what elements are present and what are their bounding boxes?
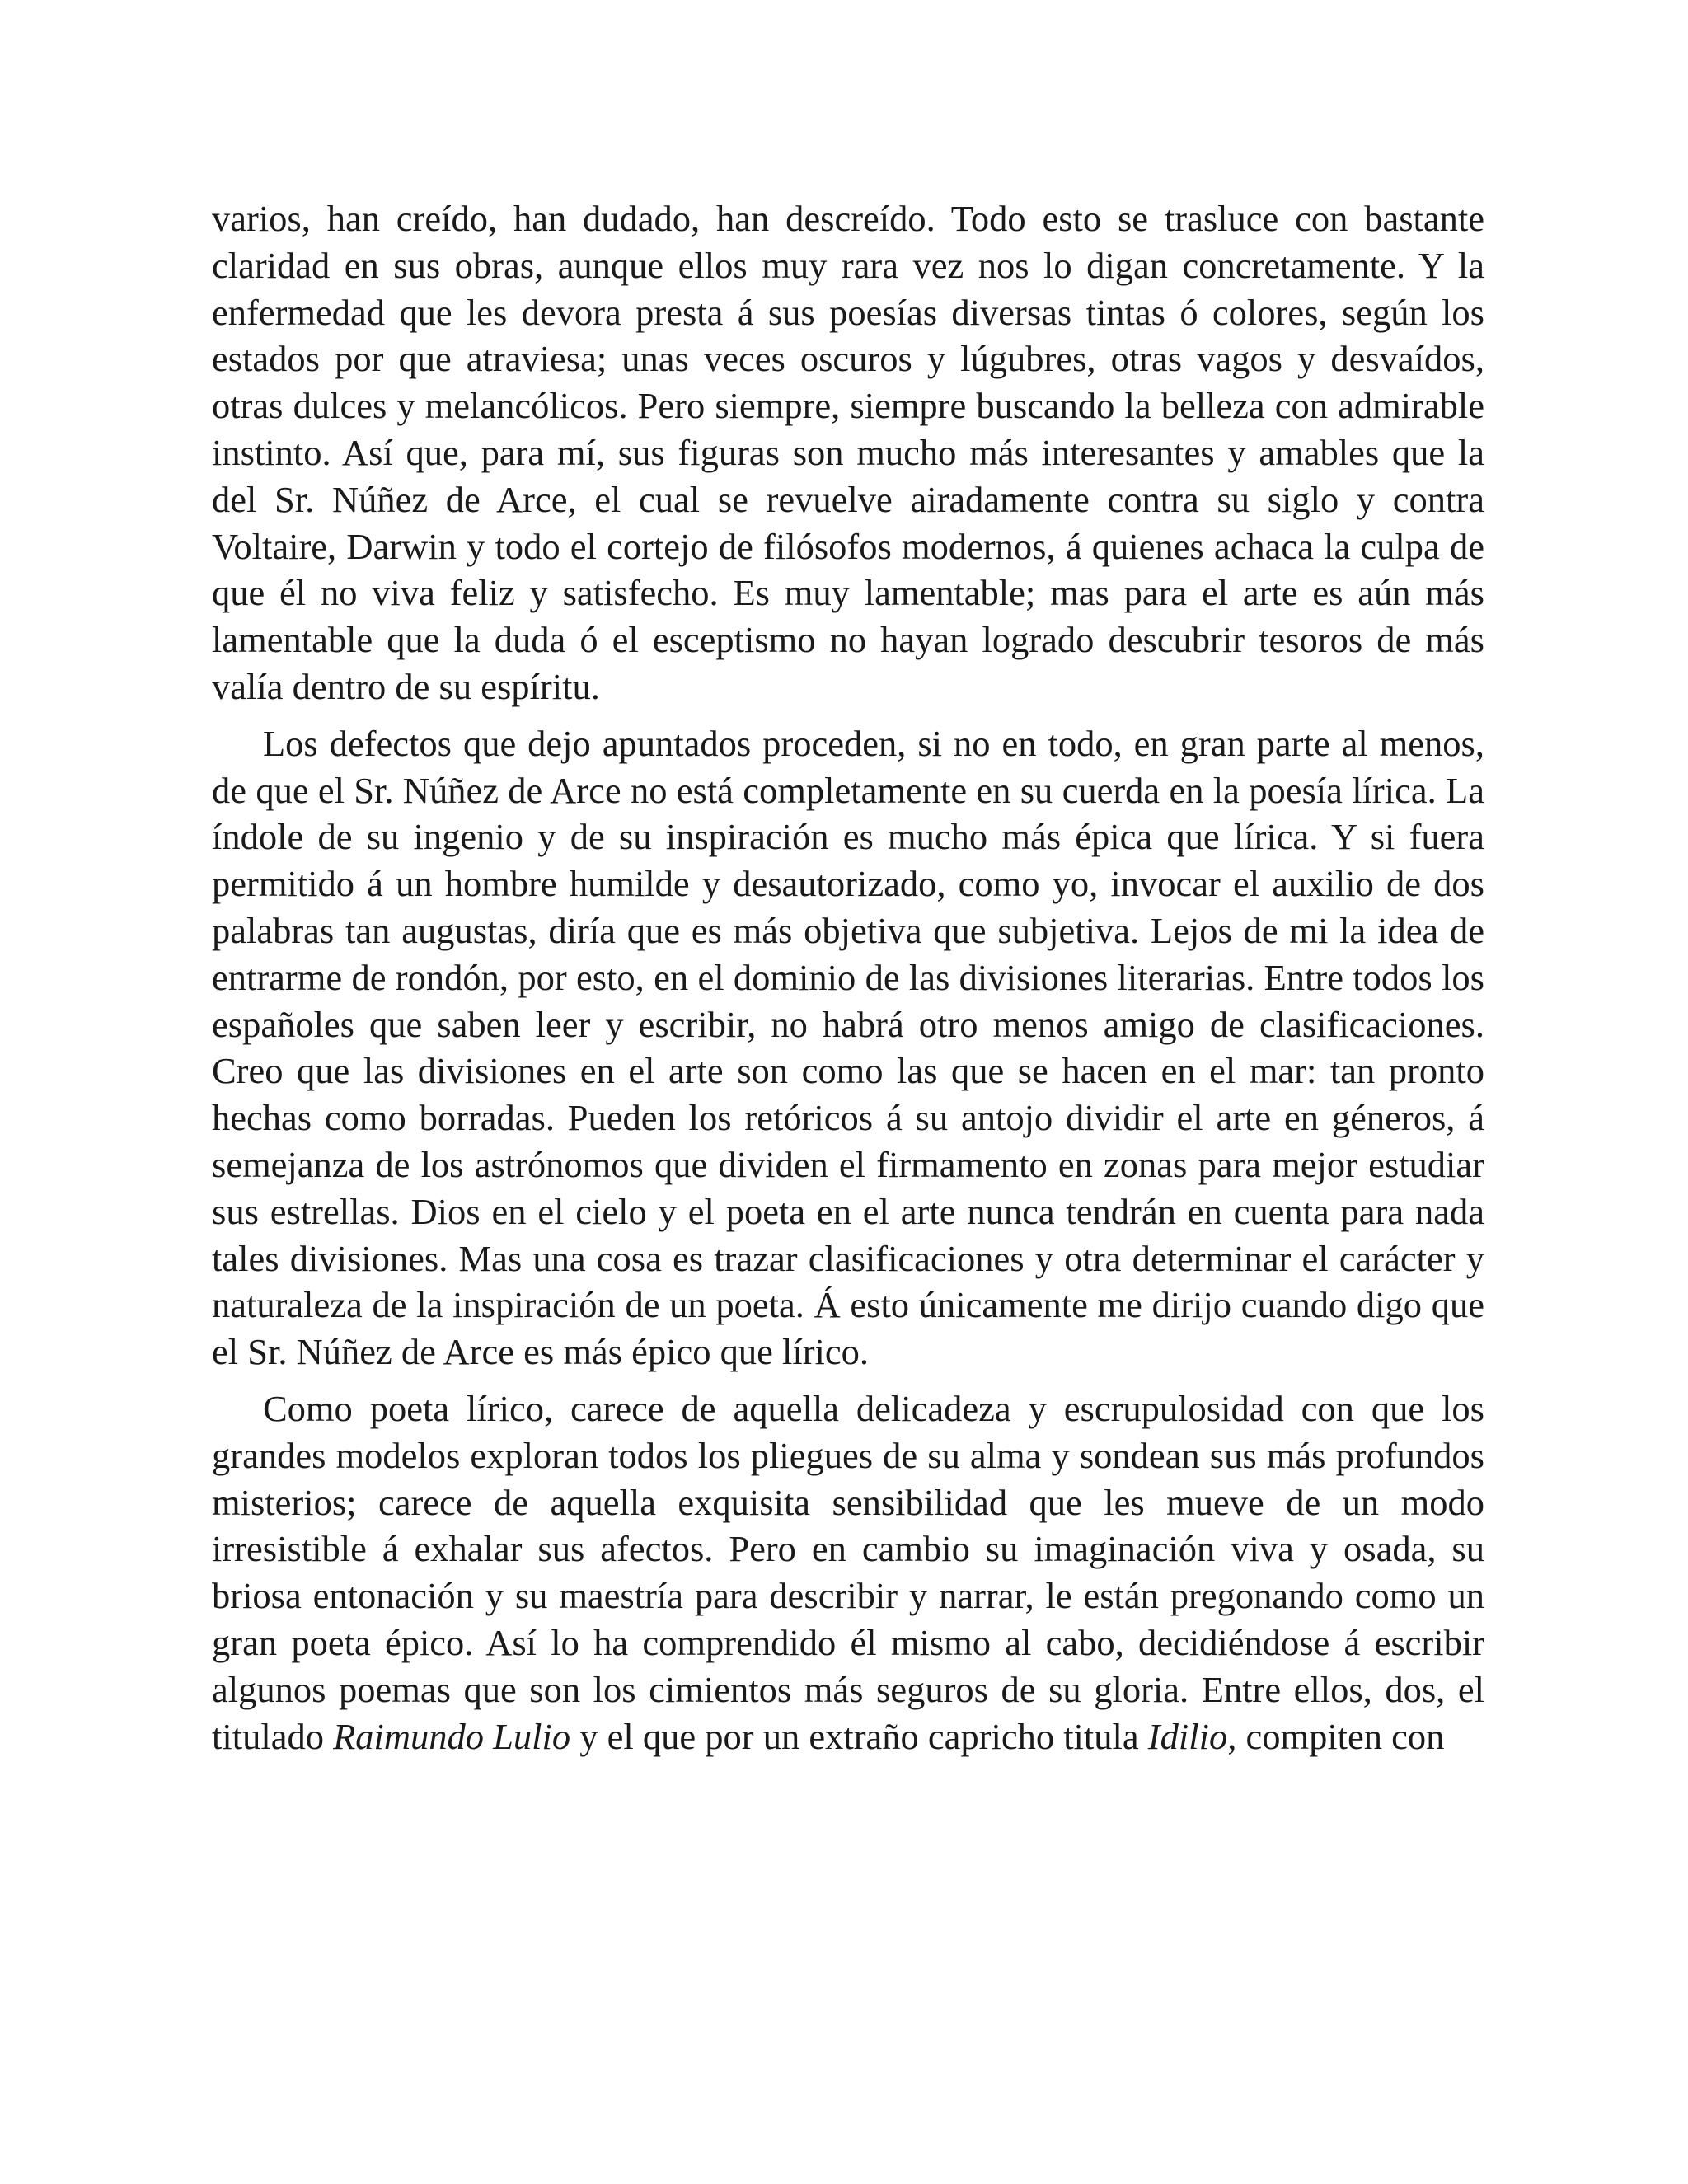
- paragraph-1: [212, 195, 1484, 710]
- paragraph-3-text-cont: y el que por un extraño capricho titula: [570, 1715, 1148, 1757]
- title-raimundo-lulio: Raimundo Lulio: [333, 1715, 571, 1757]
- paragraph-3: [212, 1385, 1484, 1760]
- title-idilio: Idilio: [1147, 1715, 1228, 1757]
- paragraph-2: [212, 720, 1484, 1376]
- paragraph-1-text: varios, han creído, han dudado, han descreído. Todo esto se trasluce con bastante claridad en sus obras, aunque ellos muy rara vez nos lo digan concretamente. Y la enfermedad que les devora presta á sus poesías diversas tintas ó colores, según los estados por que atraviesa; unas veces oscuros y lúgubres, otras vagos y desvaídos, otras dulces y melancólicos. Pero siempre, siempre buscando la belleza con admirable instinto. Así que, para mí, sus figuras son mucho más interesantes y amables que la del Sr. Núñez de Arce, el cual se revuelve airadamente contra su siglo y contra Voltaire, Darwin y todo el cortejo de filósofos modernos, á quienes achaca la culpa de que él no viva feliz y satisfecho. Es muy lamentable; mas para el arte es aún más lamentable que la duda ó el esceptismo no hayan logrado descubrir tesoros de más valía dentro de su espíritu.: [212, 198, 1484, 707]
- paragraph-2-text: Los defectos que dejo apuntados proceden, si no en todo, en gran parte al menos, de que el Sr. Núñez de Arce no está completamente en su cuerda en la poesía lírica. La índole de su ingenio y de su inspiración es mucho más épica que lírica. Y si fuera permitido á un hombre humilde y desautorizado, como yo, invocar el auxilio de dos palabras tan augustas, diría que es más objetiva que subjetiva. Lejos de mi la idea de entrarme de rondón, por esto, en el dominio de las divisiones literarias. Entre todos los españoles que saben leer y escribir, no habrá otro menos amigo de clasificaciones. Creo que las divisiones en el arte son como las que se hacen en el mar: tan pronto hechas como borradas. Pueden los retóricos á su antojo dividir el arte en géneros, á semejanza de los astrónomos que dividen el firmamento en zonas para mejor estudiar sus estrellas. Dios en el cielo y el poeta en el arte nunca tendrán en cuenta para nada tales divisiones. Mas una cosa es trazar clasificaciones y otra determinar el carácter y naturaleza de la inspiración de un poeta. Á esto únicamente me dirijo cuando digo que el Sr. Núñez de Arce es más épico que lírico.: [212, 722, 1484, 1373]
- paragraph-3-text-end: , compiten con: [1227, 1715, 1445, 1757]
- paragraph-3-text: Como poeta lírico, carece de aquella delicadeza y escrupulosidad con que los grandes modelos exploran todos los pliegues de su alma y sondean sus más profundos misterios; carece de aquella exquisita sensibilidad que les mueve de un modo irresistible á exhalar sus afectos. Pero en cambio su imaginación viva y osada, su briosa entonación y su maestría para describir y narrar, le están pregonando como un gran poeta épico. Así lo ha comprendido él mismo al cabo, decidiéndose á escribir algunos poemas que son los cimientos más seguros de su gloria. Entre ellos, dos, el titulado: [212, 1387, 1484, 1757]
- page-body: [212, 195, 1484, 1760]
